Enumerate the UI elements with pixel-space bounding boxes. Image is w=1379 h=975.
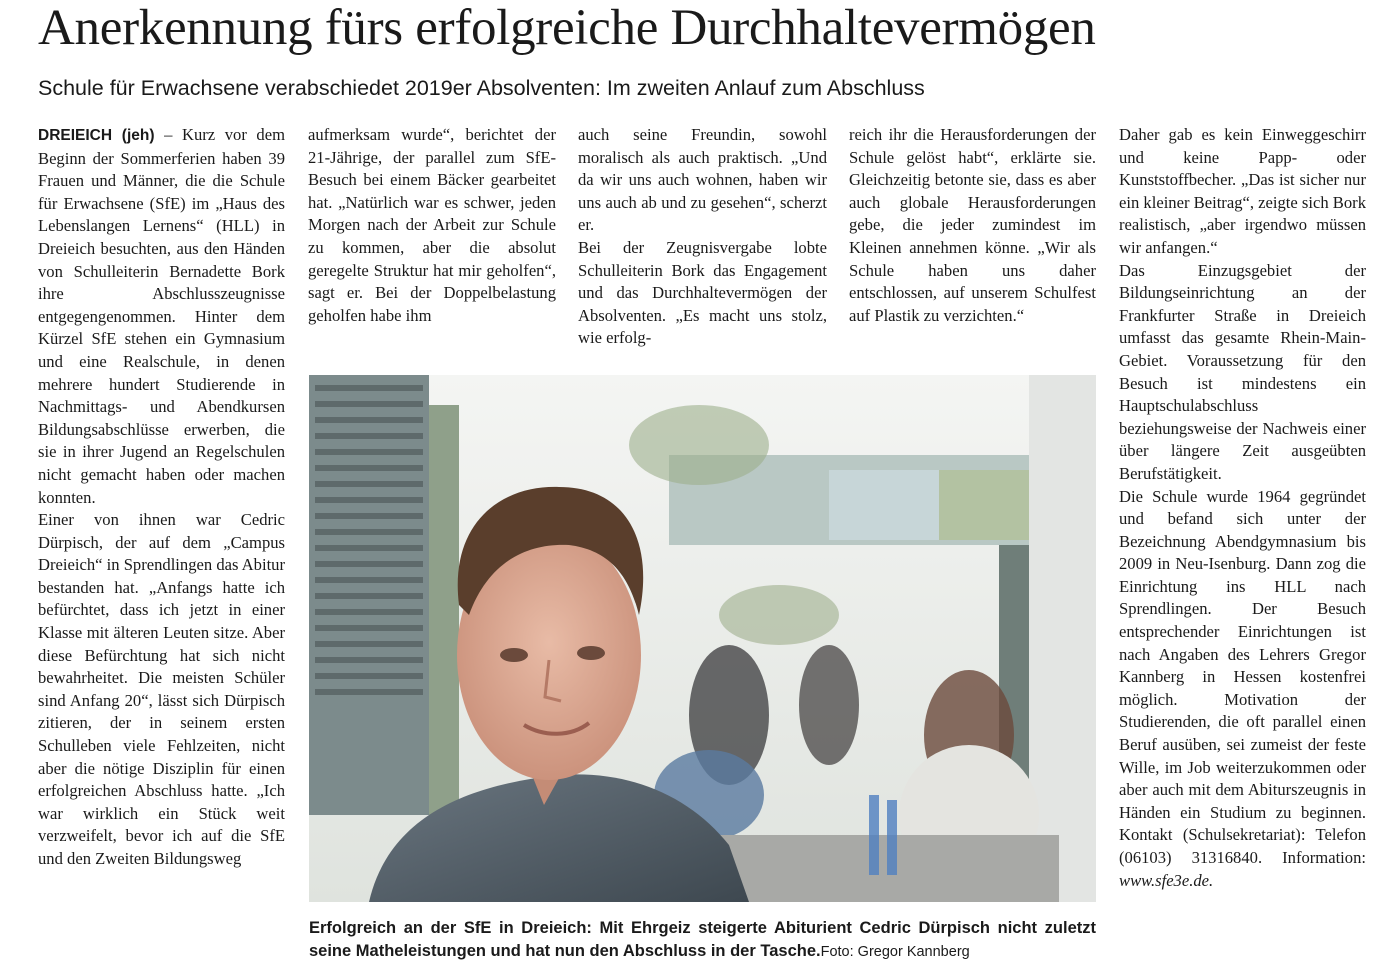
article-photo [309,375,1096,902]
article-headline: Anerkennung fürs erfolgreiche Durchhaltevermögen [38,0,1096,56]
paragraph [1119,486,1366,893]
paragraph: reich ihr die Herausforderungen der Schule gelöst habt“, erklärte sie. Gleichzeitig betonte sie, dass es aber auch globale Herausforderungen gebe, die jeder zumindest im Kleinen annehmen könne. „Wir als Schule haben uns daher entschlossen, auf unserem Schulfest auf Plastik zu verzichten.“ [849,125,1096,325]
paragraph [38,124,285,509]
paragraph: Daher gab es kein Einweggeschirr und keine Papp- oder Kunststoffbecher. „Das ist sicher nur ein kleiner Beitrag“, zeigte sich Bork realistisch, „aber irgendwo müssen wir anfangen.“ [1119,125,1366,257]
paragraph-text: Die Schule wurde 1964 gegründet und befand sich unter der Bezeichnung Abendgymnasium bis 2009 in Neu-Isenburg. Dann zog die Einrichtung ins HLL nach Sprendlingen. Der Besuch entsprechender Einrichtungen ist nach Angaben des Lehrers Gregor Kannberg in Hessen kostenfrei möglich. Motivation der Studierenden, die oft parallel einen Beruf ausüben, sei zumeist der feste Wille, im Job weiterzukommen oder aber auch mit dem Abiturszeugnis in Händen ein Studium zu beginnen. Kontakt (Schulsekretariat): Telefon (06103) 31316840. Information: [1119,486,1366,867]
article-column-1 [38,124,285,970]
article-subheadline: Schule für Erwachsene verabschiedet 2019er Absolventen: Im zweiten Anlauf zum Abschluss [38,76,925,100]
paragraph: aufmerksam wurde“, berichtet der 21-Jährige, der parallel zum SfE-Besuch bei einem Bäcker gearbeitet hat. „Natürlich war es schwer, jeden Morgen nach der Arbeit zur Schule zu kommen, aber die absolut geregelte Struktur hat mir geholfen“, sagt er. Bei der Doppelbelastung geholfen habe ihm [308,125,556,325]
article-column-4 [849,124,1096,354]
paragraph: Einer von ihnen war Cedric Dürpisch, der auf dem „Campus Dreieich“ in Sprendlingen das Abitur bestanden hat. „Anfangs hatte ich befürchtet, dass ich jetzt in einer Klasse mit älteren Leuten sitze. Aber diese Befürchtung hat sich nicht bewahrheitet. Die meisten Schüler sind Anfang 20“, lässt sich Dürpisch zitieren, der in seinem ersten Schulleben viele Fehlzeiten, nicht aber die nötige Disziplin für einen erfolgreichen Abschluss hatte. „Ich war wirklich ein Stück weit verzweifelt, bevor ich auf die SfE und den Zweiten Bildungsweg [38,510,285,868]
paragraph: Bei der Zeugnisvergabe lobte Schulleiterin Bork das Engagement und das Durchhaltevermögen der Absolventen. „Es macht uns stolz, wie erfolg- [578,237,827,348]
caption-text: Erfolgreich an der SfE in Dreieich: Mit Ehrgeiz steigerte Abiturient Cedric Dürpisch nicht zuletzt seine Matheleistungen und hat nun den Abschluss in der Tasche. [309,919,1096,960]
photo-illustration [309,375,1096,902]
article-column-5 [1119,124,1366,970]
photo-credit: Foto: Gregor Kannberg [820,944,970,960]
photo-caption [309,917,1096,964]
paragraph-text: – Kurz vor dem Beginn der Sommerferien haben 39 Frauen und Männer, die die Schule für Erwachsene (SfE) im „Haus des Lebenslangen Lernens“ (HLL) in Dreieich besuchten, aus den Händen von Schulleiterin Bernadette Bork ihre Abschlusszeugnisse entgegengenommen. Hinter dem Kürzel SfE stehen ein Gymnasium und eine Realschule, in denen mehrere hundert Studierende in Nachmittags- und Abendkursen Bildungsabschlüsse erwerben, die sie in ihrer Jugend an Regelschulen nicht gemacht haben oder machen konnten. [38,125,285,507]
paragraph: auch seine Freundin, sowohl moralisch als auch praktisch. „Und da wir uns auch wohnen, haben wir uns auch ab und zu gesehen“, scherzt er. [578,125,827,235]
article-column-2 [308,124,556,354]
article-column-3 [578,124,827,354]
website-link[interactable]: www.sfe3e.de. [1119,870,1214,890]
paragraph: Das Einzugsgebiet der Bildungseinrichtung an der Frankfurter Straße in Dreieich umfasst das gesamte Rhein-Main-Gebiet. Voraussetzung für den Besuch ist mindestens ein Hauptschulabschluss beziehungsweise der Nachweis einer über längere Zeit ausgeübten Berufstätigkeit. [1119,260,1366,483]
dateline: DREIEICH (jeh) [38,127,155,144]
